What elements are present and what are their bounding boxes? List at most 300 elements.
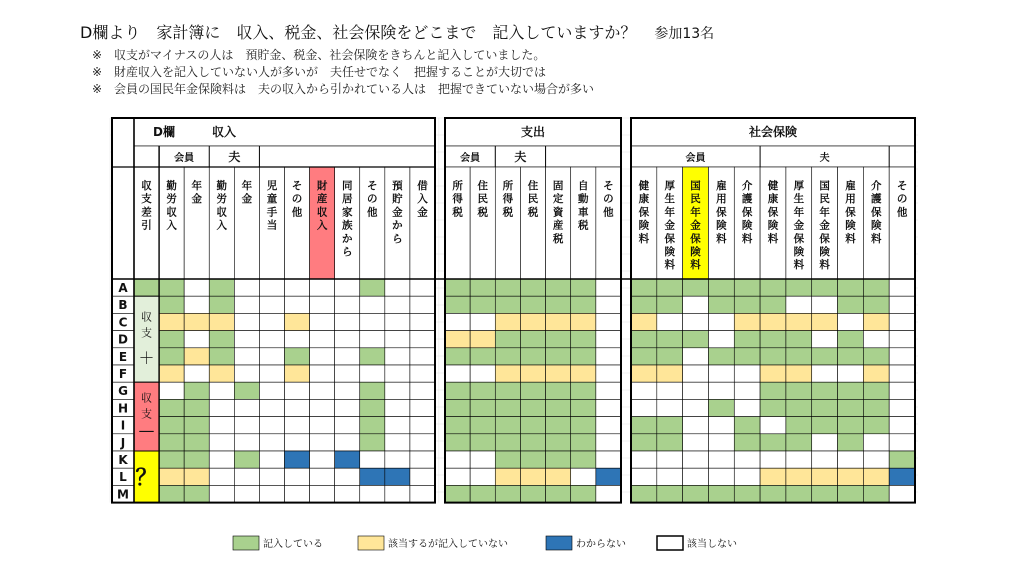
column-header-text-income-10: 他 — [367, 206, 378, 219]
cell-income-D-7 — [285, 331, 310, 348]
balance-sign-2: — — [138, 420, 155, 440]
column-header-text-expense-7: 他 — [603, 206, 614, 219]
legend-swatch-G — [233, 536, 259, 550]
column-header-text-social-1: 康 — [638, 193, 650, 206]
cell-social-F-3 — [683, 365, 709, 382]
column-header-text-social-9: 料 — [845, 232, 856, 245]
column-header-text-social-5: 料 — [741, 232, 753, 245]
cell-expense-F-7 — [596, 365, 621, 382]
cell-income-H-2 — [159, 399, 184, 416]
cell-social-H-10 — [863, 399, 889, 416]
cell-expense-H-1 — [445, 399, 470, 416]
cell-social-G-8 — [812, 382, 838, 399]
cell-social-H-8 — [812, 399, 838, 416]
cell-social-E-3 — [683, 348, 709, 365]
cell-social-C-8 — [812, 313, 838, 330]
cell-income-F-2 — [159, 365, 184, 382]
cell-social-D-11 — [889, 331, 915, 348]
cell-income-D-3 — [184, 331, 209, 348]
column-header-text-expense-6: 動 — [578, 193, 589, 206]
cell-social-D-3 — [683, 331, 709, 348]
cell-expense-J-3 — [495, 434, 520, 451]
column-header-text-social-10: 料 — [871, 232, 882, 245]
cell-social-I-9 — [838, 417, 864, 434]
cell-social-E-7 — [786, 348, 812, 365]
cell-social-L-7 — [786, 468, 812, 485]
row-label-header — [112, 118, 134, 279]
legend-label-G: 記入している — [263, 539, 323, 550]
cell-social-I-8 — [812, 417, 838, 434]
cell-income-I-10 — [360, 417, 385, 434]
cell-social-D-1 — [631, 331, 657, 348]
column-header-text-expense-2: 住 — [477, 180, 488, 192]
cell-social-I-6 — [760, 417, 786, 434]
column-header-text-income-1: 差 — [141, 206, 152, 219]
cell-social-A-10 — [863, 279, 889, 296]
cell-social-L-11 — [889, 468, 915, 485]
cell-social-A-7 — [786, 279, 812, 296]
column-header-text-social-9: 雇 — [845, 180, 856, 192]
cell-expense-H-6 — [571, 399, 596, 416]
cell-income-A-12 — [410, 279, 435, 296]
cell-income-M-4 — [209, 485, 234, 502]
legend-swatch-Y — [358, 536, 384, 550]
legend-label-B: わからない — [576, 539, 626, 550]
column-header-text-social-2: 保 — [664, 232, 675, 245]
column-header-text-expense-3: 得 — [502, 193, 514, 206]
cell-expense-G-5 — [546, 382, 571, 399]
cell-expense-K-3 — [495, 451, 520, 468]
cell-income-E-11 — [385, 348, 410, 365]
column-header-text-income-12: 金 — [417, 206, 428, 219]
cell-income-L-5 — [234, 468, 259, 485]
cell-income-F-11 — [385, 365, 410, 382]
cell-expense-L-2 — [470, 468, 495, 485]
cell-income-E-3 — [184, 348, 209, 365]
cell-expense-L-6 — [571, 468, 596, 485]
cell-social-K-7 — [786, 451, 812, 468]
cell-social-F-10 — [863, 365, 889, 382]
cell-expense-M-2 — [470, 485, 495, 502]
cell-income-F-7 — [285, 365, 310, 382]
column-header-text-social-7: 厚 — [793, 180, 805, 192]
cell-expense-B-2 — [470, 296, 495, 313]
cell-social-F-1 — [631, 365, 657, 382]
column-header-text-social-5: 保 — [741, 206, 753, 219]
cell-expense-H-2 — [470, 399, 495, 416]
column-header-text-social-1: 料 — [638, 232, 650, 245]
cell-income-D-11 — [385, 331, 410, 348]
cell-social-J-4 — [708, 434, 734, 451]
cell-income-C-11 — [385, 313, 410, 330]
cell-income-C-8 — [310, 313, 335, 330]
cell-expense-F-2 — [470, 365, 495, 382]
cell-social-G-6 — [760, 382, 786, 399]
balance-label-1-char: 収 — [141, 310, 153, 324]
income-member-label: 会員 — [174, 153, 195, 164]
cell-income-C-9 — [335, 313, 360, 330]
cell-social-H-2 — [657, 399, 683, 416]
cell-social-F-8 — [812, 365, 838, 382]
cell-social-M-2 — [657, 485, 683, 502]
cell-expense-A-5 — [546, 279, 571, 296]
column-header-text-social-7: 生 — [793, 193, 805, 206]
cell-expense-M-5 — [546, 485, 571, 502]
cell-income-K-3 — [184, 451, 209, 468]
cell-social-C-11 — [889, 313, 915, 330]
cell-expense-H-5 — [546, 399, 571, 416]
note-3: ※ 会員の国民年金保険料は 夫の収入から引かれている人は 把握できていない場合が多い — [92, 82, 595, 96]
cell-income-I-7 — [285, 417, 310, 434]
social-title: 社会保険 — [748, 125, 798, 139]
cell-social-J-3 — [683, 434, 709, 451]
column-header-text-income-3: 金 — [191, 193, 202, 206]
cell-expense-B-1 — [445, 296, 470, 313]
cell-expense-I-3 — [495, 417, 520, 434]
cell-income-I-12 — [410, 417, 435, 434]
cell-income-L-11 — [385, 468, 410, 485]
cell-expense-A-1 — [445, 279, 470, 296]
cell-expense-K-7 — [596, 451, 621, 468]
cell-social-D-2 — [657, 331, 683, 348]
cell-income-D-9 — [335, 331, 360, 348]
column-header-text-income-7: 他 — [291, 206, 303, 219]
cell-income-A-9 — [335, 279, 360, 296]
cell-expense-E-6 — [571, 348, 596, 365]
cell-social-I-3 — [683, 417, 709, 434]
cell-income-L-6 — [259, 468, 284, 485]
cell-expense-B-6 — [571, 296, 596, 313]
cell-income-A-10 — [360, 279, 385, 296]
expense-title: 支出 — [520, 125, 546, 139]
cell-income-G-6 — [259, 382, 284, 399]
row-label-A: A — [118, 281, 128, 295]
cell-expense-C-1 — [445, 313, 470, 330]
cell-expense-I-6 — [571, 417, 596, 434]
balance-label-1-char: 支 — [141, 326, 153, 340]
cell-social-M-5 — [734, 485, 760, 502]
cell-income-J-8 — [310, 434, 335, 451]
column-header-text-expense-1: 得 — [452, 193, 463, 206]
cell-income-J-3 — [184, 434, 209, 451]
cell-social-G-9 — [838, 382, 864, 399]
cell-social-K-10 — [863, 451, 889, 468]
cell-expense-K-4 — [520, 451, 545, 468]
cell-social-L-8 — [812, 468, 838, 485]
cell-income-A-3 — [184, 279, 209, 296]
cell-income-B-3 — [184, 296, 209, 313]
column-header-text-income-3: 年 — [191, 180, 202, 192]
cell-income-E-10 — [360, 348, 385, 365]
cell-expense-E-2 — [470, 348, 495, 365]
column-header-text-social-8: 金 — [819, 219, 830, 232]
cell-social-H-7 — [786, 399, 812, 416]
income-husband-label: 夫 — [228, 150, 241, 164]
cell-expense-A-6 — [571, 279, 596, 296]
cell-income-D-10 — [360, 331, 385, 348]
cell-expense-J-2 — [470, 434, 495, 451]
cell-social-C-9 — [838, 313, 864, 330]
row-label-L: L — [119, 470, 127, 485]
cell-social-H-4 — [708, 399, 734, 416]
cell-social-G-3 — [683, 382, 709, 399]
column-header-text-expense-5: 資 — [552, 206, 564, 219]
cell-expense-K-5 — [546, 451, 571, 468]
cell-income-G-5 — [234, 382, 259, 399]
legend-label-Y: 該当するが記入していない — [388, 539, 508, 550]
column-header-text-income-4: 入 — [216, 219, 228, 232]
cell-expense-B-4 — [520, 296, 545, 313]
cell-social-J-7 — [786, 434, 812, 451]
cell-income-A-8 — [310, 279, 335, 296]
cell-income-C-5 — [234, 313, 259, 330]
row-label-M: M — [117, 487, 129, 502]
cell-income-G-8 — [310, 382, 335, 399]
cell-social-I-2 — [657, 417, 683, 434]
cell-income-J-9 — [335, 434, 360, 451]
column-header-text-social-8: 民 — [819, 193, 830, 206]
column-header-text-income-10: そ — [367, 180, 378, 192]
column-header-text-income-5: 金 — [241, 193, 253, 206]
cell-income-A-4 — [209, 279, 234, 296]
cell-income-E-6 — [259, 348, 284, 365]
cell-income-M-10 — [360, 485, 385, 502]
cell-social-C-4 — [708, 313, 734, 330]
cell-income-B-9 — [335, 296, 360, 313]
row-label-G: G — [118, 384, 128, 399]
cell-expense-I-2 — [470, 417, 495, 434]
cell-social-B-2 — [657, 296, 683, 313]
cell-income-G-11 — [385, 382, 410, 399]
column-header-text-social-6: 険 — [767, 219, 779, 232]
cell-social-G-7 — [786, 382, 812, 399]
cell-income-B-4 — [209, 296, 234, 313]
cell-income-D-8 — [310, 331, 335, 348]
cell-social-B-10 — [863, 296, 889, 313]
cell-social-I-7 — [786, 417, 812, 434]
cell-expense-L-7 — [596, 468, 621, 485]
cell-expense-J-6 — [571, 434, 596, 451]
column-header-text-expense-3: 税 — [502, 206, 514, 219]
column-header-text-income-8: 財 — [316, 180, 328, 192]
cell-social-G-4 — [708, 382, 734, 399]
column-header-text-expense-6: 車 — [578, 206, 589, 219]
cell-income-H-8 — [310, 399, 335, 416]
cell-expense-G-2 — [470, 382, 495, 399]
cell-expense-E-5 — [546, 348, 571, 365]
cell-income-A-1 — [134, 279, 159, 296]
column-header-text-income-6: 児 — [266, 180, 278, 192]
cell-income-I-2 — [159, 417, 184, 434]
legend-swatch-W — [657, 536, 683, 550]
cell-income-H-9 — [335, 399, 360, 416]
cell-income-C-7 — [285, 313, 310, 330]
cell-expense-E-4 — [520, 348, 545, 365]
column-header-text-expense-1: 税 — [452, 206, 463, 219]
column-header-text-expense-1: 所 — [452, 180, 463, 192]
cell-social-F-5 — [734, 365, 760, 382]
cell-income-D-2 — [159, 331, 184, 348]
cell-social-I-1 — [631, 417, 657, 434]
column-header-text-income-6: 当 — [266, 219, 278, 232]
cell-income-C-12 — [410, 313, 435, 330]
cell-social-K-11 — [889, 451, 915, 468]
cell-income-D-5 — [234, 331, 259, 348]
column-header-text-social-5: 護 — [741, 193, 753, 206]
cell-income-G-7 — [285, 382, 310, 399]
cell-social-G-2 — [657, 382, 683, 399]
cell-expense-M-6 — [571, 485, 596, 502]
column-header-text-income-8: 産 — [316, 193, 328, 206]
row-label-H: H — [117, 401, 129, 416]
participant-count: 参加13名 — [654, 26, 715, 42]
cell-income-K-6 — [259, 451, 284, 468]
cell-social-I-4 — [708, 417, 734, 434]
cell-income-L-7 — [285, 468, 310, 485]
expense-member-label: 会員 — [460, 153, 481, 164]
cell-income-F-6 — [259, 365, 284, 382]
column-header-text-income-7: そ — [291, 180, 303, 192]
cell-income-L-3 — [184, 468, 209, 485]
cell-expense-A-4 — [520, 279, 545, 296]
cell-income-E-7 — [285, 348, 310, 365]
cell-expense-J-4 — [520, 434, 545, 451]
row-label-E: E — [118, 349, 128, 364]
cell-income-A-5 — [234, 279, 259, 296]
column-header-text-social-6: 康 — [767, 193, 779, 206]
cell-expense-K-6 — [571, 451, 596, 468]
cell-social-K-2 — [657, 451, 683, 468]
cell-income-I-4 — [209, 417, 234, 434]
column-header-text-social-6: 保 — [767, 206, 779, 219]
row-label-I: I — [120, 418, 126, 433]
column-header-text-social-11: 他 — [896, 206, 908, 219]
column-header-text-income-9: 家 — [341, 206, 353, 219]
cell-social-B-8 — [812, 296, 838, 313]
cell-expense-I-5 — [546, 417, 571, 434]
column-header-text-income-2: 労 — [166, 193, 177, 206]
note-1: ※ 収支がマイナスの人は 預貯金、税金、社会保険をきちんと記入していました。 — [92, 48, 546, 62]
cell-social-J-2 — [657, 434, 683, 451]
column-header-text-income-11: 預 — [392, 180, 403, 192]
cell-income-J-12 — [410, 434, 435, 451]
column-header-text-income-5: 年 — [241, 180, 253, 192]
cell-social-J-6 — [760, 434, 786, 451]
balance-sign-1: ＋ — [138, 348, 155, 368]
cell-social-C-1 — [631, 313, 657, 330]
title-text: D欄より 家計簿に 収入、税金、社会保険をどこまで 記入していますか？ — [80, 23, 637, 42]
legend-label-W: 該当しない — [687, 539, 737, 550]
cell-income-L-2 — [159, 468, 184, 485]
cell-social-M-6 — [760, 485, 786, 502]
cell-expense-L-4 — [520, 468, 545, 485]
cell-social-D-5 — [734, 331, 760, 348]
cell-expense-A-7 — [596, 279, 621, 296]
cell-expense-D-4 — [520, 331, 545, 348]
cell-social-B-3 — [683, 296, 709, 313]
column-header-text-expense-5: 税 — [552, 232, 564, 245]
cell-income-D-4 — [209, 331, 234, 348]
cell-social-J-10 — [863, 434, 889, 451]
column-header-text-social-3: 料 — [690, 259, 701, 272]
cell-social-B-6 — [760, 296, 786, 313]
cell-social-D-6 — [760, 331, 786, 348]
column-header-text-social-4: 険 — [716, 219, 727, 232]
cell-expense-F-6 — [571, 365, 596, 382]
cell-income-F-12 — [410, 365, 435, 382]
cell-expense-D-3 — [495, 331, 520, 348]
cell-income-G-4 — [209, 382, 234, 399]
cell-social-E-11 — [889, 348, 915, 365]
cell-social-B-5 — [734, 296, 760, 313]
cell-social-A-6 — [760, 279, 786, 296]
note-2: ※ 財産収入を記入していない人が多いが 夫任せでなく 把握することが大切では — [92, 65, 547, 79]
cell-income-B-12 — [410, 296, 435, 313]
cell-expense-C-3 — [495, 313, 520, 330]
column-header-text-social-8: 保 — [819, 232, 830, 245]
column-header-text-social-7: 年 — [793, 206, 805, 219]
cell-expense-G-6 — [571, 382, 596, 399]
column-header-text-income-10: の — [367, 193, 378, 206]
cell-expense-C-6 — [571, 313, 596, 330]
cell-income-J-4 — [209, 434, 234, 451]
column-header-text-expense-7: そ — [603, 180, 614, 192]
cell-income-H-6 — [259, 399, 284, 416]
row-label-K: K — [118, 453, 128, 467]
cell-expense-L-1 — [445, 468, 470, 485]
cell-income-B-11 — [385, 296, 410, 313]
cell-social-L-6 — [760, 468, 786, 485]
cell-income-E-12 — [410, 348, 435, 365]
cell-social-E-4 — [708, 348, 734, 365]
cell-income-B-7 — [285, 296, 310, 313]
cell-income-A-2 — [159, 279, 184, 296]
cell-social-F-2 — [657, 365, 683, 382]
cell-income-K-12 — [410, 451, 435, 468]
column-header-text-social-6: 健 — [767, 180, 779, 192]
cell-expense-G-3 — [495, 382, 520, 399]
cell-income-H-5 — [234, 399, 259, 416]
cell-social-A-8 — [812, 279, 838, 296]
cell-social-B-1 — [631, 296, 657, 313]
cell-income-J-7 — [285, 434, 310, 451]
cell-social-L-4 — [708, 468, 734, 485]
cell-income-L-12 — [410, 468, 435, 485]
column-header-text-social-4: 雇 — [716, 180, 727, 192]
column-header-text-social-8: 年 — [819, 206, 830, 219]
cell-social-H-9 — [838, 399, 864, 416]
cell-social-L-3 — [683, 468, 709, 485]
cell-social-M-1 — [631, 485, 657, 502]
cell-expense-D-7 — [596, 331, 621, 348]
column-header-text-expense-6: 自 — [578, 180, 589, 192]
column-header-text-social-2: 生 — [664, 193, 675, 206]
cell-income-K-5 — [234, 451, 259, 468]
column-header-text-social-11: の — [896, 193, 908, 206]
column-header-text-social-3: 年 — [690, 206, 701, 219]
balance-label-2-char: 収 — [141, 391, 153, 405]
column-header-text-income-11: ら — [392, 232, 403, 245]
column-header-text-social-8: 険 — [819, 246, 830, 258]
cell-social-C-5 — [734, 313, 760, 330]
cell-expense-J-5 — [546, 434, 571, 451]
column-header-text-social-2: 金 — [664, 219, 675, 232]
cell-expense-E-3 — [495, 348, 520, 365]
cell-income-K-7 — [285, 451, 310, 468]
cell-expense-H-3 — [495, 399, 520, 416]
cell-income-J-5 — [234, 434, 259, 451]
cell-income-M-9 — [335, 485, 360, 502]
